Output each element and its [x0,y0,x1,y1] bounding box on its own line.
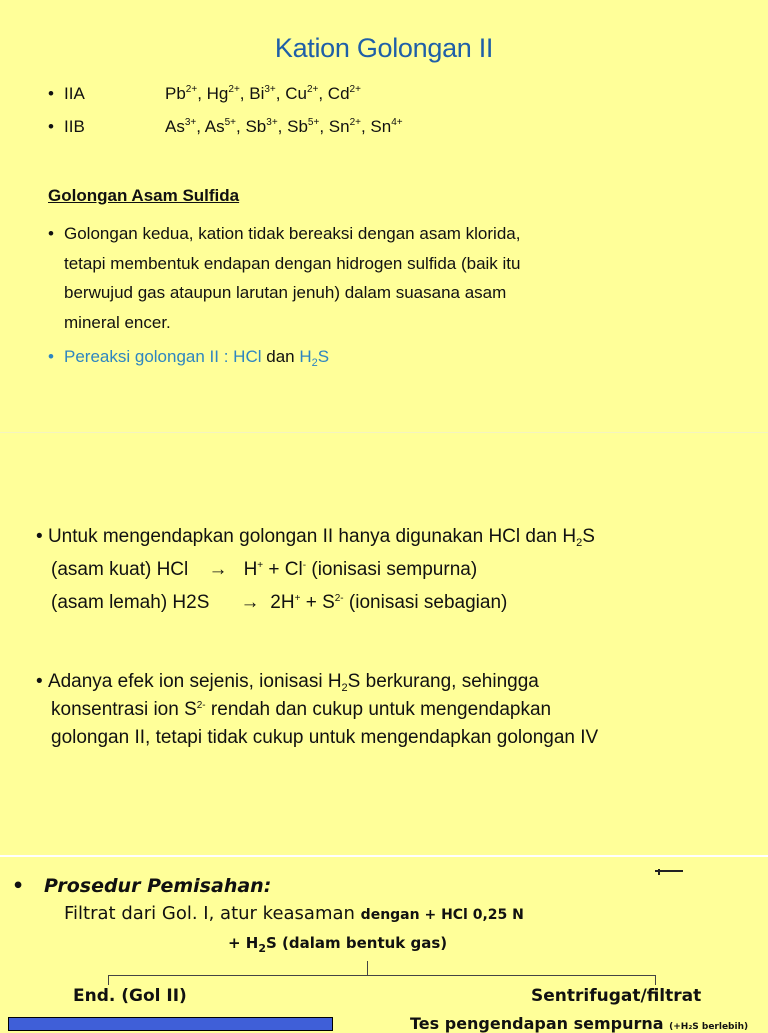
paragraph-line: tetapi membentuk endapan dengan hidrogen sulfida (baik itu [64,253,521,273]
slide-2 [0,433,768,855]
bullet-line: • Untuk mengendapkan golongan II hanya digunakan HCl dan $H_2S$ [36,526,595,549]
ionization-weak: (asam lemah) $H2S \to 2H^+ + S^{2-}$ (ionisasi sebagian) [51,592,508,613]
group-ions: $As^{3+}$, $As^{5+}$, $Sb^{3+}$, $Sb^{5+}$, $Sn^{2+}$, $Sn^{4+}$ [165,117,403,136]
reagent-line: • Pereaksi golongan II : HCl dan $H_2S$ [48,347,330,369]
procedure-step-1: Filtrat dari Gol. I, atur keasaman dengan + HCl 0,25 N [64,903,524,924]
branch-precipitate: End. (Gol II) [73,986,187,1006]
procedure-heading: • Prosedur Pemisahan: [12,875,272,897]
paragraph: • Golongan kedua, kation tidak bereaksi dengan asam klorida, tetapi membentuk endapan dengan hidrogen sulfida (baik itu berwujud gas ataupun larutan jenuh) dalam suasana asam mineral encer. [48,219,728,337]
ionization-block [36,520,756,619]
precipitation-test: Tes pengendapan sempurna (+H₂S berlebih) [410,1014,749,1033]
bullet-line: konsentrasi ion $S^{2-}$ rendah dan cukup untuk mengendapkan [51,699,552,720]
slide-1: Kation Golongan II • IIA $Pb^{2+}$, $Hg^{2+}$, $Bi^{3+}$, $Cu^{2+}$, $Cd^{2+}$ • IIB $As^{3+}$, $As^{5+}$, $Sb^{3+}$, $Sb^{5+}$, $Sn^{2+}$, $Sn^{4+}$ Golongan Asam Sulfida • Golongan kedua, kation tidak bereaksi dengan asam klorida, tetapi membentuk endapan dengan hidrogen sulfida (baik itu berwujud gas ataupun larutan jenuh) dalam suasana asam mineral encer. • Pereaksi golongan II : HCl dan $H_2S$ [0,0,768,432]
procedure-step-2: + $H_2S$ (dalam bentuk gas) [228,934,448,955]
branch-filtrate: Sentrifugat/filtrat [531,986,702,1006]
paragraph-line: Golongan kedua, kation tidak bereaksi dengan asam klorida, [64,224,521,243]
common-ion-block [36,668,756,752]
ionization-strong: (asam kuat) HCl → H+ + Cl- (ionisasi sempurna) [51,559,478,580]
paragraph-line: berwujud gas ataupun larutan jenuh) dalam suasana asam [64,283,507,302]
section-heading: Golongan Asam Sulfida [48,186,240,205]
highlight-box [8,1017,333,1031]
group-label: IIA [64,84,85,103]
group-ions: $Pb^{2+}$, $Hg^{2+}$, $Bi^{3+}$, $Cu^{2+}$, $Cd^{2+}$ [165,84,361,103]
group-label: IIB [64,117,85,136]
slide-title: Kation Golongan II [274,33,494,63]
bullet-line: golongan II, tetapi tidak cukup untuk mengendapkan golongan IV [51,727,599,748]
paragraph-line: mineral encer. [64,312,171,332]
slide-3 [0,857,768,1033]
bullet-line: • Adanya efek ion sejenis, ionisasi $H_2S$ berkurang, sehingga [36,671,539,694]
